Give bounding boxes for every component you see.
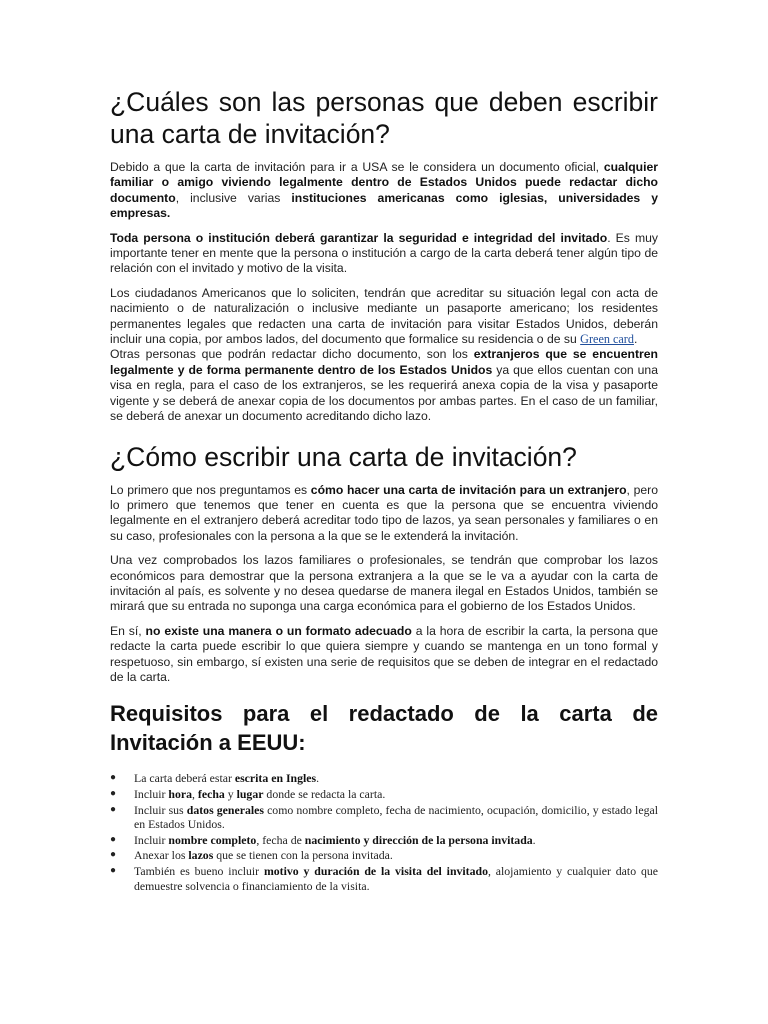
paragraph-economic-ties: Una vez comprobados los lazos familiares o profesionales, se tendrán que comprobar los lazos económicos para demostrar que la persona extranjera a la que se le va a ayudar con la carta de invitación al país, es solvente y no desea quedarse de manera ilegal en Estados Unidos, también se mirará que su entrada no suponga una carga económica para el gobierno de los Estados Unidos. [110,553,658,614]
list-item: ● Incluir sus datos generales como nombre completo, fecha de nacimiento, ocupación, domicilio, y estado legal en Estados Unidos. [110,802,658,832]
bullet-icon: ● [110,772,117,784]
paragraph-official-document: Debido a que la carta de invitación para ir a USA se le considera un documento oficial, cualquier familiar o amigo viviendo legalmente dentro de Estados Unidos puede redactar dicho documento, inclusive varias instituciones americanas como iglesias, universidades y empresas. [110,160,658,221]
heading-how-to-write: ¿Cómo escribir una carta de invitación? [110,441,577,472]
paragraph-citizens: Los ciudadanos Americanos que lo soliciten, tendrán que acreditar su situación legal con acta de nacimiento o de naturalización o inclusive mediante un pasaporte americano; los residentes permanentes legales que redacten una carta de invitación para visitar Estados Unidos, deberán incluir una copia, por ambos lados, del documento que formalice su residencia o de su Green card. [110,285,658,347]
bullet-icon: ● [110,833,117,845]
list-item: ● Incluir nombre completo, fecha de nacimiento y dirección de la persona invitada. [110,832,536,847]
bullet-icon: ● [110,803,117,815]
document-content [110,86,658,894]
paragraph-guarantee: Toda persona o institución deberá garantizar la seguridad e integridad del invitado. Es muy importante tener en mente que la persona o institución a cargo de la carta deberá tener algún tipo de relación con el invitado y motivo de la visita. [110,230,658,276]
bullet-icon: ● [110,864,117,876]
paragraph-foreigners: Otras personas que podrán redactar dicho documento, son los extranjeros que se encuentren legalmente y de forma permanente dentro de los Estados Unidos ya que ellos cuentan con una visa en regla, para el caso de los extranjeros, se les requerirá anexa copia de la visa y pasaporte vigente y se deberá de anexar copia de los documentos por ambas partes. En el caso de un familiar, se deberá de anexar un documento acreditando dicho lazo. [110,347,658,424]
list-item: ● Incluir hora, fecha y lugar donde se redacta la carta. [110,786,386,801]
list-item: ● Anexar los lazos que se tienen con la persona invitada. [110,848,393,863]
list-item: ● También es bueno incluir motivo y duración de la visita del invitado, alojamiento y cualquier dato que demuestre solvencia o financiamiento de la visita. [110,863,658,893]
requirements-list [110,771,658,893]
heading-who-writes: ¿Cuáles son las personas que deben escribir una carta de invitación? [110,87,658,149]
green-card-link[interactable]: Green card [580,332,634,347]
heading-requirements: Requisitos para el redactado de la carta de Invitación a EEUU: [110,701,658,756]
paragraph-no-format: En sí, no existe una manera o un formato adecuado a la hora de escribir la carta, la persona que redacte la carta puede escribir lo que quiera siempre y cuando se mantenga en un tono formal y respetuoso, sin embargo, sí existen una serie de requisitos que se deben de integrar en el redactado de la carta. [110,623,658,684]
bullet-icon: ● [110,849,117,861]
bullet-icon: ● [110,787,117,799]
paragraph-how-to-foreigner: Lo primero que nos preguntamos es cómo hacer una carta de invitación para un extranjero, pero lo primero que tenemos que tener en cuenta es que la persona que se encuentra viviendo legalmente en el extranjero deberá acreditar todo tipo de lazos, ya sean personales y familiares o en su caso, profesionales con la persona a la que se le extenderá la invitación. [110,482,658,543]
list-item: ● La carta deberá estar escrita en Ingles. [110,771,320,786]
